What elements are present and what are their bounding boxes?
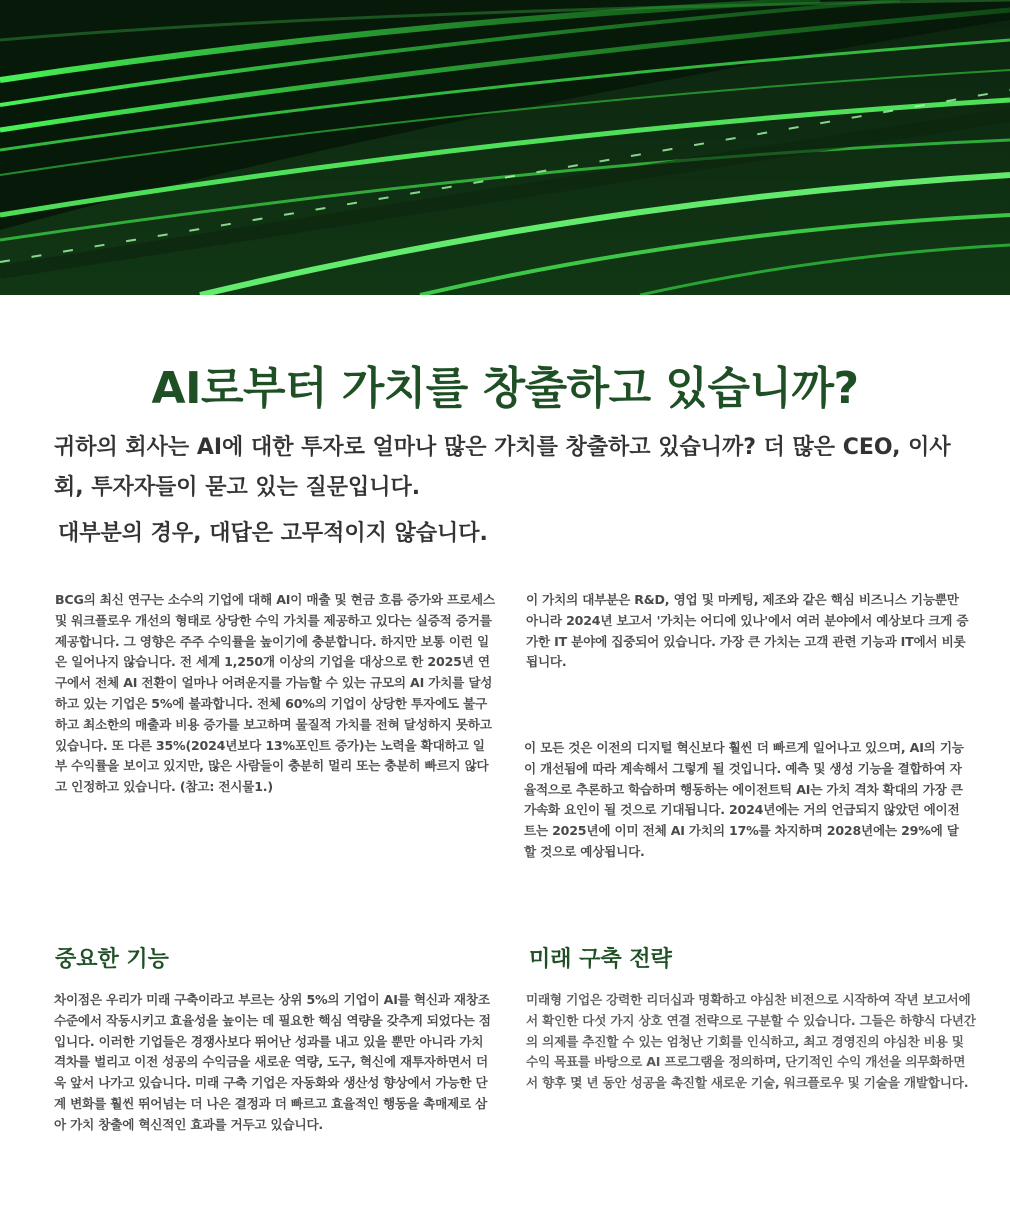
section-heading-strategy: 미래 구축 전략 <box>529 947 672 972</box>
body-paragraph-value-areas: 이 가치의 대부분은 R&D, 영업 및 마케팅, 제조와 같은 핵심 비즈니스 기능뿐만 아니라 2024년 보고서 '가치는 어디에 있나'에서 여러 분야에서 예상보다 크게 증가한 IT 분야에 집중되어 있습니다. 가장 큰 가치는 고객 관련 기능과 IT에서 비롯됩니다. <box>526 592 969 670</box>
body-paragraph-agentic-ai: 이 모든 것은 이전의 디지털 혁신보다 훨씬 더 빠르게 일어나고 있으며, AI의 기능이 개선됨에 따라 계속해서 그렇게 될 것입니다. 예측 및 생성 기능을 결합하여 자율적으로 추론하고 학습하며 행동하는 에이전트틱 AI는 가치 격차 확대의 가장 큰 가속화 요인이 될 것으로 기대됩니다. 2024년에는 거의 언급되지 않았던 에이전트는 2025년에 이미 전체 AI 가치의 17%를 차지하며 2028년에는 29%에 달할 것으로 예상됩니다. <box>524 740 964 859</box>
section-heading-capabilities: 중요한 기능 <box>55 947 169 972</box>
body-paragraph-research: BCG의 최신 연구는 소수의 기업에 대해 AI이 매출 및 현금 흐름 증가와 프로세스 및 워크플로우 개선의 형태로 상당한 수익 가치를 제공하고 있다는 실증적 증거를 제공합니다. 그 영향은 주주 수익률을 높이기에 충분합니다. 하지만 보통 이런 일은 일어나지 않습니다. 전 세계 1,250개 이상의 기업을 대상으로 한 2025년 연구에서 전체 AI 전환이 얼마나 어려운지를 가늠할 수 있는 규모의 AI 가치를 달성하고 있는 기업은 5%에 불과합니다. 전체 60%의 기업이 상당한 투자에도 불구하고 최소한의 매출과 비용 증가를 보고하며 물질적 가치를 전혀 달성하지 못하고 있습니다. 또 다른 35%(2024년보다 13%포인트 증가)는 노력을 확대하고 일부 수익률을 보이고 있지만, 많은 사람들이 충분히 멀리 또는 충분히 빠르지 않다고 인정하고 있습니다. (참고: 전시물1.) <box>55 592 495 795</box>
hero-image <box>0 0 1010 295</box>
page-title: AI로부터 가치를 창출하고 있습니까? <box>151 363 859 414</box>
lead-answer: 대부분의 경우, 대답은 고무적이지 않습니다. <box>58 521 488 546</box>
light-trails-graphic <box>0 0 1010 295</box>
lead-question: 귀하의 회사는 AI에 대한 투자로 얼마나 많은 가치를 창출하고 있습니까? 더 많은 CEO, 이사회, 투자자들이 묻고 있는 질문입니다. <box>54 435 951 500</box>
section-paragraph-capabilities: 차이점은 우리가 미래 구축이라고 부르는 상위 5%의 기업이 AI를 혁신과 재창조 수준에서 작동시키고 효율성을 높이는 데 필요한 핵심 역량을 갖추게 되었다는 점입니다. 이러한 기업들은 경쟁사보다 뛰어난 성과를 내고 있을 뿐만 아니라 가치 격차를 벌리고 이전 성공의 수익금을 새로운 역량, 도구, 혁신에 재투자하면서 더욱 앞서 나가고 있습니다. 미래 구축 기업은 자동화와 생산성 향상에서 가능한 단계 변화를 훨씬 뛰어넘는 더 나은 결정과 더 빠르고 효율적인 행동을 촉매제로 삼아 가치 창출에 혁신적인 효과를 거두고 있습니다. <box>54 992 491 1132</box>
section-paragraph-strategy: 미래형 기업은 강력한 리더십과 명확하고 야심찬 비전으로 시작하여 작년 보고서에서 확인한 다섯 가지 상호 연결 전략으로 구분할 수 있습니다. 그들은 하향식 다년간의 의제를 추진할 수 있는 엄청난 기회를 인식하고, 최고 경영진의 야심찬 비용 및 수익 목표를 바탕으로 AI 프로그램을 정의하며, 단기적인 수익 개선을 의무화하면서 향후 몇 년 동안 성공을 촉진할 새로운 기술, 워크플로우 및 기술을 개발합니다. <box>526 992 976 1091</box>
